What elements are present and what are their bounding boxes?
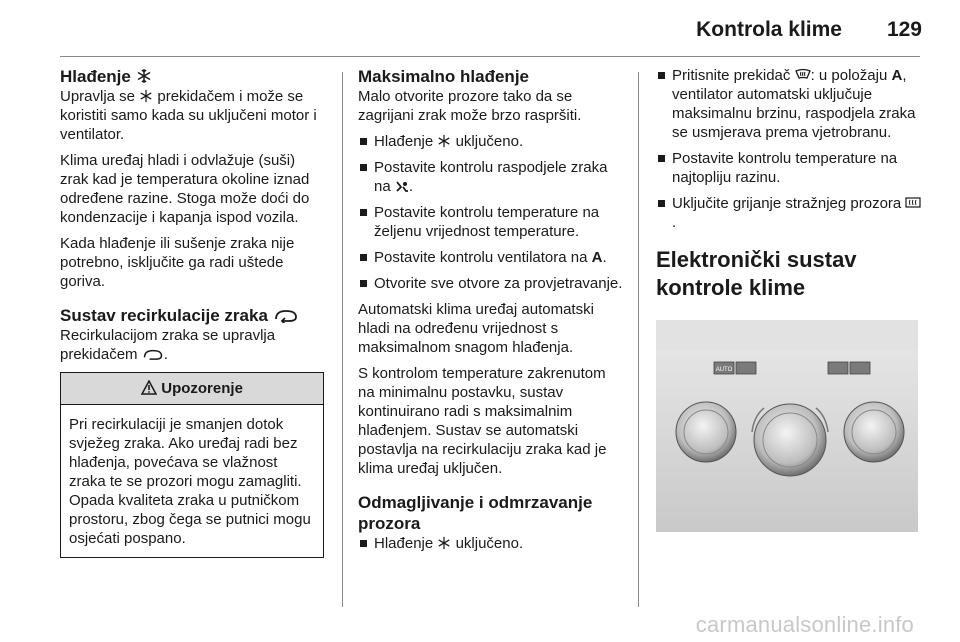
column-2 — [358, 66, 626, 560]
column-1 — [60, 66, 326, 558]
heading-electronic-climate: Elektronički sustav kontrole klime — [656, 247, 857, 300]
warning-triangle-icon — [141, 380, 157, 395]
watermark: carmanualsonline.info — [695, 612, 914, 637]
list-item: Postavite kontrolu temperature na najtopliju razinu. — [656, 149, 922, 187]
auto-paragraph: Automatski klima uređaj automatski hladi na određenu vrijednost s maksimalnom snagom hlađenja. — [358, 301, 594, 356]
column-divider-1 — [342, 72, 343, 607]
heading-cooling: Hlađenje — [60, 66, 326, 87]
heading-max-cooling: Maksimalno hlađenje — [358, 67, 529, 86]
list-item: Postavite kontrolu ventilatora na A. — [358, 248, 626, 267]
recirculation-icon — [142, 347, 164, 361]
snowflake-icon — [437, 536, 451, 550]
page-number: 129 — [886, 18, 922, 41]
page-header — [0, 0, 960, 60]
heading-defog: Odmagljivanje i odmrzavanje prozora — [358, 493, 593, 533]
list-item: Hlađenje uključeno. — [358, 534, 626, 553]
distribution-knob — [844, 402, 904, 462]
warning-box — [60, 372, 324, 558]
climate-control-panel-image — [656, 320, 918, 532]
warning-header: Upozorenje — [61, 373, 323, 405]
list-item: Hlađenje uključeno. — [358, 132, 626, 151]
snowflake-icon — [136, 68, 152, 84]
max-cooling-intro: Malo otvorite prozore tako da se zagrijani zrak može brzo raspršiti. — [358, 88, 582, 124]
list-item: Postavite kontrolu temperature na željenu vrijednost temperature. — [358, 203, 626, 241]
temperature-knob — [676, 402, 736, 462]
list-item: Postavite kontrolu raspodjele zraka na . — [358, 158, 626, 196]
recirculation-icon — [273, 307, 299, 323]
column-3 — [656, 66, 922, 537]
recirculation-paragraph: Recirkulacijom zraka se upravlja prekidačem . — [60, 327, 276, 363]
rear-window-heat-icon — [905, 196, 921, 210]
page-title: Kontrola klime — [696, 18, 842, 41]
windshield-feet-icon — [395, 179, 409, 193]
auto-button-label: AUTO — [715, 367, 733, 373]
list-item: Uključite grijanje stražnjeg prozora . — [656, 194, 922, 232]
cooling-paragraph-2: Klima uređaj hladi i odvlažuje (suši) zrak kad je temperatura okoline iznad određene razine. Stoga može doći do kondenzacije i kapanja ispod vozila. — [60, 152, 310, 226]
defog-steps-list — [656, 66, 922, 232]
cooling-paragraph-1: Upravlja se prekidačem i može se koristiti samo kada su uključeni motor i ventilator. — [60, 88, 317, 143]
heading-recirculation: Sustav recirkulacije zraka — [60, 305, 326, 326]
defog-list — [358, 534, 626, 553]
temperature-paragraph: S kontrolom temperature zakrenutom na minimalnu postavku, sustav kontinuirano radi s maksimalnim hlađenjem. Sustav se automatski postavlja na recirkulaciju zraka kad je klima uređaj uključen. — [358, 365, 607, 477]
header-divider — [60, 56, 920, 57]
column-divider-2 — [638, 72, 639, 607]
warning-body: Pri recirkulaciji je smanjen dotok svježeg zraka. Ako uređaj radi bez hlađenja, povećava se vlažnost zraka te se prozori mogu zamagliti. Opada kvaliteta zraka u putničkom prostoru, zbog čega se putnici mogu osjećati pospano. — [69, 416, 311, 547]
defrost-icon — [795, 68, 811, 82]
list-item: Otvorite sve otvore za provjetravanje. — [358, 274, 626, 293]
list-item: Pritisnite prekidač : u položaju A, ventilator automatski uključuje maksimalnu brzinu, raspodjela zraka se usmjerava prema vjetrobranu. — [656, 66, 922, 142]
snowflake-icon — [437, 134, 451, 148]
cooling-paragraph-3: Kada hlađenje ili sušenje zraka nije potrebno, isključite ga radi uštede goriva. — [60, 235, 295, 290]
snowflake-icon — [139, 89, 153, 103]
max-cooling-list — [358, 132, 626, 293]
